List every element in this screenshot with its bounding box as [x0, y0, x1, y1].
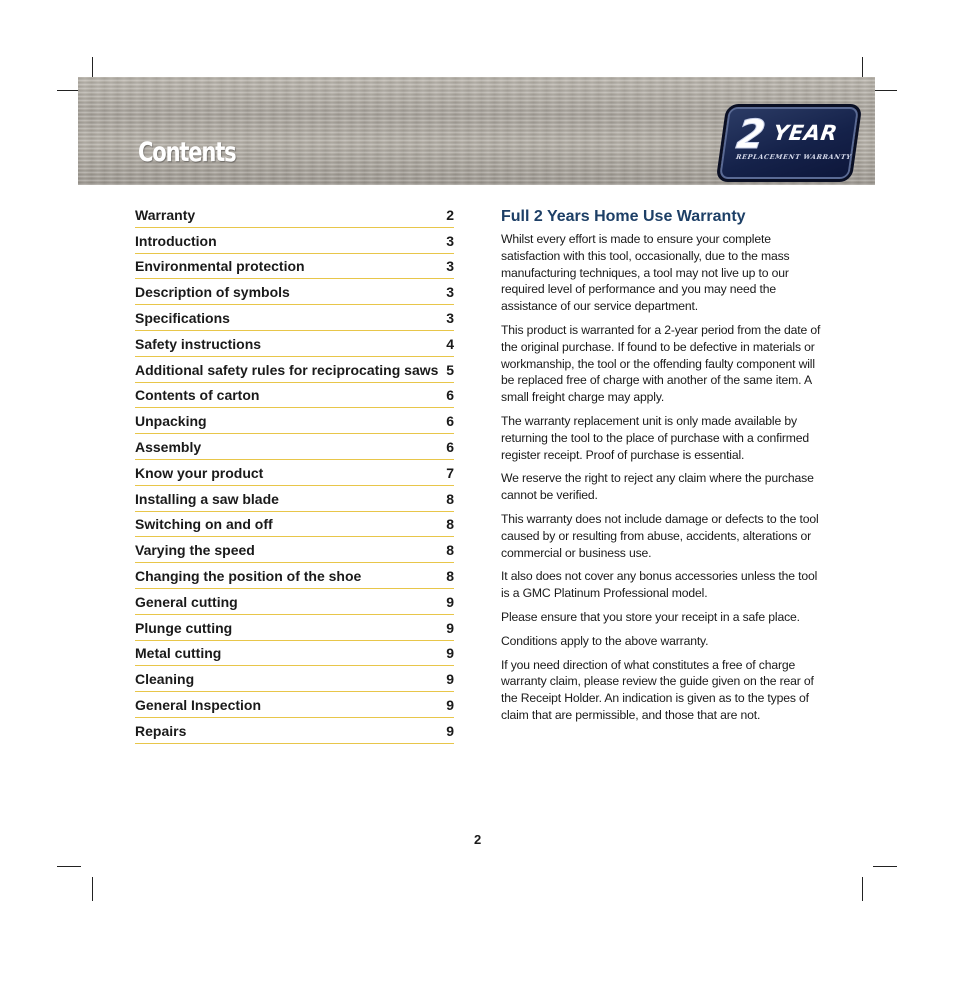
toc-entry[interactable] [135, 563, 454, 589]
crop-mark [92, 877, 93, 901]
toc-entry[interactable] [135, 537, 454, 563]
toc-entry[interactable] [135, 305, 454, 331]
toc-entry-label: Safety instructions [135, 335, 262, 352]
warranty-paragraph: Whilst every effort is made to ensure your complete satisfaction with this tool, occasionally, due to the mass manufacturing techniques, a tool may not live up to our required level of performance and you may need the assistance of our service department. [501, 232, 790, 314]
warranty-heading: Full 2 Years Home Use Warranty [501, 208, 746, 225]
toc-entry[interactable] [135, 383, 454, 409]
warranty-body [501, 231, 826, 724]
toc-entry-page: 3 [446, 258, 454, 275]
toc-entry[interactable] [135, 460, 454, 486]
toc-entry[interactable] [135, 512, 454, 538]
toc-entry-label: General Inspection [135, 696, 262, 713]
toc-entry-page: 9 [446, 696, 454, 713]
toc-entry[interactable] [135, 692, 454, 718]
toc-entry-label: Plunge cutting [135, 619, 233, 636]
toc-entry-label: Contents of carton [135, 387, 260, 404]
toc-entry[interactable] [135, 615, 454, 641]
toc-entry-label: Know your product [135, 464, 264, 481]
toc-entry-label: Metal cutting [135, 645, 222, 662]
warranty-paragraph: This product is warranted for a 2-year period from the date of the original purchase. If found to be defective in materials or workmanship, the tool or the offending faulty component will be replaced free of charge with another of the same item. A small freight charge may apply. [501, 322, 821, 405]
warranty-paragraph: It also does not cover any bonus accessories unless the tool is a GMC Platinum Professional model. [501, 569, 818, 601]
badge-subtitle: REPLACEMENT WARRANTY [735, 153, 852, 161]
toc-entry-label: Warranty [135, 206, 196, 223]
toc-entry[interactable] [135, 357, 454, 383]
toc-entry[interactable] [135, 666, 454, 692]
toc-entry[interactable] [135, 279, 454, 305]
toc-entry-page: 9 [446, 645, 454, 662]
toc-entry-page: 7 [446, 464, 454, 481]
toc-entry-page: 3 [446, 309, 454, 326]
header-banner [78, 77, 875, 185]
toc-entry-page: 8 [446, 542, 454, 559]
crop-mark [862, 877, 863, 901]
toc-entry-page: 2 [446, 206, 454, 223]
toc-entry[interactable] [135, 589, 454, 615]
toc-entry-page: 9 [446, 671, 454, 688]
toc-entry-page: 5 [446, 361, 454, 378]
page-title: Contents [138, 137, 236, 168]
warranty-paragraph: If you need direction of what constitutes a free of charge warranty claim, please review the guide given on the rear of the Receipt Holder. An indication is given as to the types of claim that are permissible, and those that are not. [501, 657, 814, 722]
toc-entry-label: Environmental protection [135, 258, 305, 275]
toc-entry-page: 9 [446, 593, 454, 610]
warranty-paragraph: The warranty replacement unit is only made available by returning the tool to the place of purchase with a confirmed register receipt. Proof of purchase is essential. [501, 413, 810, 462]
toc-entry-page: 8 [446, 490, 454, 507]
toc-entry-page: 8 [446, 567, 454, 584]
toc-entry-label: Specifications [135, 309, 230, 326]
crop-mark [57, 866, 81, 867]
toc-entry[interactable] [135, 202, 454, 228]
toc-entry[interactable] [135, 254, 454, 280]
toc-entry[interactable] [135, 408, 454, 434]
toc-entry-label: Description of symbols [135, 284, 290, 301]
toc-entry[interactable] [135, 486, 454, 512]
badge-word: YEAR [771, 121, 840, 145]
crop-mark [873, 866, 897, 867]
toc-entry-page: 8 [446, 516, 454, 533]
toc-entry-page: 3 [446, 284, 454, 301]
toc-entry[interactable] [135, 641, 454, 667]
page-number: 2 [474, 832, 482, 847]
crop-mark [873, 90, 897, 91]
toc-entry-page: 6 [446, 387, 454, 404]
toc-entry[interactable] [135, 718, 454, 744]
toc-entry-page: 6 [446, 438, 454, 455]
toc-entry-label: Assembly [135, 438, 202, 455]
toc-entry-label: Additional safety rules for reciprocating saws [135, 361, 439, 378]
toc-entry[interactable] [135, 331, 454, 357]
toc-entry-page: 3 [446, 232, 454, 249]
warranty-paragraph: We reserve the right to reject any claim where the purchase cannot be verified. [501, 471, 814, 503]
badge-number: 2 [733, 112, 769, 158]
toc-entry-page: 9 [446, 619, 454, 636]
toc-entry-label: Installing a saw blade [135, 490, 279, 507]
toc-entry-label: Repairs [135, 722, 187, 739]
warranty-paragraph: Please ensure that you store your receipt in a safe place. [501, 609, 800, 624]
toc-entry-label: Varying the speed [135, 542, 255, 559]
toc-entry-label: Introduction [135, 232, 217, 249]
table-of-contents [135, 202, 454, 744]
toc-entry-label: Changing the position of the shoe [135, 567, 362, 584]
toc-entry-label: Cleaning [135, 671, 195, 688]
toc-entry-page: 9 [446, 722, 454, 739]
warranty-badge [716, 104, 863, 182]
toc-entry-page: 4 [446, 335, 454, 352]
warranty-paragraph: This warranty does not include damage or defects to the tool caused by or resulting from abuse, accidents, alterations or commercial or business use. [501, 511, 819, 560]
toc-entry-label: General cutting [135, 593, 238, 610]
toc-entry[interactable] [135, 228, 454, 254]
warranty-section [501, 207, 826, 731]
toc-entry-label: Switching on and off [135, 516, 273, 533]
toc-entry[interactable] [135, 434, 454, 460]
toc-entry-label: Unpacking [135, 413, 207, 430]
warranty-paragraph: Conditions apply to the above warranty. [501, 633, 709, 648]
toc-entry-page: 6 [446, 413, 454, 430]
